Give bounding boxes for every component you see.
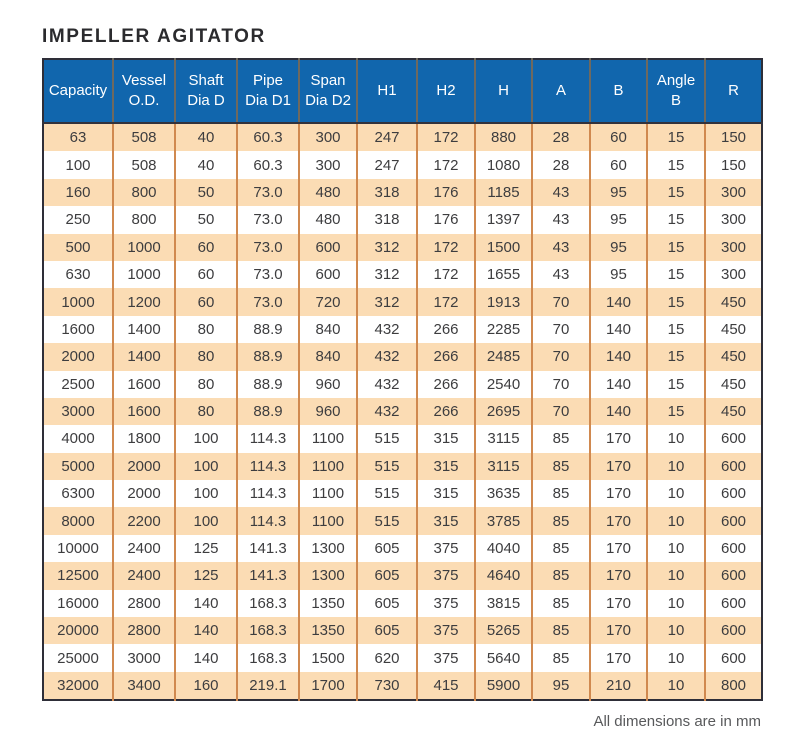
table-cell: 1350 xyxy=(299,590,357,617)
table-cell: 5900 xyxy=(475,672,532,700)
table-cell: 1000 xyxy=(113,261,175,288)
table-cell: 2400 xyxy=(113,535,175,562)
table-cell: 960 xyxy=(299,398,357,425)
table-cell: 60 xyxy=(175,261,237,288)
column-header: Capacity xyxy=(43,59,113,123)
table-cell: 1913 xyxy=(475,288,532,315)
table-cell: 170 xyxy=(590,562,647,589)
table-cell: 2200 xyxy=(113,507,175,534)
table-cell: 1500 xyxy=(299,644,357,671)
table-cell: 800 xyxy=(113,206,175,233)
table-cell: 3635 xyxy=(475,480,532,507)
table-cell: 88.9 xyxy=(237,398,299,425)
table-cell: 100 xyxy=(65,156,91,174)
table-cell: 1397 xyxy=(475,206,532,233)
table-cell: 2540 xyxy=(475,371,532,398)
table-cell: 2400 xyxy=(113,562,175,589)
table-cell: 10 xyxy=(647,535,705,562)
column-header: H2 xyxy=(417,59,475,123)
table-cell: 73.0 xyxy=(237,179,299,206)
table-header-row xyxy=(43,59,762,123)
table-cell: 1500 xyxy=(475,234,532,261)
table-cell: 300 xyxy=(705,206,762,233)
table-cell: 85 xyxy=(532,590,590,617)
table-cell: 219.1 xyxy=(237,672,299,700)
table-cell: 3400 xyxy=(113,672,175,700)
table-cell: 1655 xyxy=(475,261,532,288)
table-cell: 140 xyxy=(590,316,647,343)
table-cell: 600 xyxy=(705,617,762,644)
table-cell: 800 xyxy=(705,672,762,700)
table-cell: 10 xyxy=(647,425,705,452)
table-cell: 15 xyxy=(647,316,705,343)
table-cell: 60 xyxy=(175,234,237,261)
table-cell: 140 xyxy=(175,617,237,644)
table-cell: 600 xyxy=(705,535,762,562)
table-cell: 114.3 xyxy=(237,507,299,534)
table-cell: 100 xyxy=(175,507,237,534)
table-cell: 15 xyxy=(647,123,705,151)
table-cell: 16000 xyxy=(57,594,99,612)
table-cell: 1600 xyxy=(113,398,175,425)
table-cell: 15 xyxy=(647,151,705,178)
table-cell: 3115 xyxy=(475,453,532,480)
table-cell: 10 xyxy=(647,562,705,589)
table-row xyxy=(43,507,762,534)
table-cell: 150 xyxy=(705,123,762,151)
table-cell: 40 xyxy=(175,123,237,151)
table-cell: 605 xyxy=(357,617,417,644)
table-cell: 70 xyxy=(532,343,590,370)
table-cell: 312 xyxy=(357,288,417,315)
table-cell: 315 xyxy=(417,507,475,534)
table-cell: 1300 xyxy=(299,535,357,562)
table-cell: 168.3 xyxy=(237,617,299,644)
table-cell: 500 xyxy=(65,238,91,256)
table-cell: 1100 xyxy=(299,425,357,452)
table-cell: 10 xyxy=(647,480,705,507)
table-cell: 840 xyxy=(299,343,357,370)
table-cell: 85 xyxy=(532,562,590,589)
table-cell: 20000 xyxy=(57,622,99,640)
table-cell: 88.9 xyxy=(237,316,299,343)
table-cell: 2000 xyxy=(113,453,175,480)
table-cell: 50 xyxy=(175,206,237,233)
table-cell: 43 xyxy=(532,179,590,206)
table-row xyxy=(43,398,762,425)
table-cell: 10 xyxy=(647,617,705,644)
table-cell: 318 xyxy=(357,206,417,233)
table-cell: 95 xyxy=(590,206,647,233)
table-cell: 10 xyxy=(647,507,705,534)
column-header: B xyxy=(590,59,647,123)
table-cell: 60.3 xyxy=(237,151,299,178)
table-cell: 210 xyxy=(590,672,647,700)
table-cell: 1080 xyxy=(475,151,532,178)
table-cell: 125 xyxy=(175,535,237,562)
table-cell: 4000 xyxy=(61,430,95,448)
table-cell: 315 xyxy=(417,425,475,452)
table-cell: 2800 xyxy=(113,617,175,644)
column-header: Span Dia D2 xyxy=(299,59,357,123)
table-cell: 1100 xyxy=(299,507,357,534)
table-cell: 375 xyxy=(417,644,475,671)
column-header: Angle B xyxy=(647,59,705,123)
table-cell: 176 xyxy=(417,206,475,233)
table-cell: 300 xyxy=(705,261,762,288)
table-cell: 43 xyxy=(532,234,590,261)
table-cell: 1000 xyxy=(61,293,95,311)
table-cell: 600 xyxy=(705,644,762,671)
table-cell: 70 xyxy=(532,316,590,343)
table-cell: 10000 xyxy=(57,540,99,558)
table-cell: 1600 xyxy=(61,320,95,338)
table-cell: 2695 xyxy=(475,398,532,425)
table-row xyxy=(43,371,762,398)
table-cell: 300 xyxy=(299,151,357,178)
table-cell: 170 xyxy=(590,425,647,452)
table-cell: 114.3 xyxy=(237,425,299,452)
table-cell: 600 xyxy=(705,453,762,480)
table-cell: 318 xyxy=(357,179,417,206)
table-cell: 5000 xyxy=(61,457,95,475)
table-cell: 85 xyxy=(532,425,590,452)
table-cell: 73.0 xyxy=(237,261,299,288)
table-cell: 80 xyxy=(175,371,237,398)
table-cell: 170 xyxy=(590,507,647,534)
table-cell: 266 xyxy=(417,316,475,343)
table-cell: 300 xyxy=(705,234,762,261)
table-cell: 247 xyxy=(357,151,417,178)
table-cell: 85 xyxy=(532,480,590,507)
table-cell: 43 xyxy=(532,261,590,288)
table-cell: 170 xyxy=(590,453,647,480)
table-cell: 1000 xyxy=(113,234,175,261)
table-cell: 730 xyxy=(357,672,417,700)
table-row xyxy=(43,179,762,206)
table-cell: 247 xyxy=(357,123,417,151)
table-cell: 480 xyxy=(299,179,357,206)
table-cell: 172 xyxy=(417,234,475,261)
table-cell: 170 xyxy=(590,535,647,562)
table-cell: 15 xyxy=(647,288,705,315)
table-cell: 176 xyxy=(417,179,475,206)
table-cell: 88.9 xyxy=(237,371,299,398)
table-cell: 2000 xyxy=(61,348,95,366)
dimensions-note: All dimensions are in mm xyxy=(593,713,761,731)
table-cell: 140 xyxy=(175,644,237,671)
table-cell: 100 xyxy=(175,425,237,452)
column-header: H1 xyxy=(357,59,417,123)
table-cell: 28 xyxy=(532,123,590,151)
table-cell: 515 xyxy=(357,507,417,534)
table-cell: 170 xyxy=(590,590,647,617)
table-cell: 960 xyxy=(299,371,357,398)
table-cell: 450 xyxy=(705,343,762,370)
table-cell: 605 xyxy=(357,590,417,617)
table-row xyxy=(43,316,762,343)
table-cell: 160 xyxy=(175,672,237,700)
table-cell: 508 xyxy=(113,123,175,151)
table-cell: 3000 xyxy=(113,644,175,671)
table-cell: 1185 xyxy=(475,179,532,206)
table-cell: 4640 xyxy=(475,562,532,589)
table-cell: 432 xyxy=(357,371,417,398)
table-cell: 4040 xyxy=(475,535,532,562)
table-cell: 515 xyxy=(357,453,417,480)
table-cell: 114.3 xyxy=(237,480,299,507)
table-cell: 15 xyxy=(647,206,705,233)
column-header: Shaft Dia D xyxy=(175,59,237,123)
table-row xyxy=(43,562,762,589)
table-body xyxy=(43,123,762,700)
table-cell: 840 xyxy=(299,316,357,343)
table-cell: 800 xyxy=(113,179,175,206)
table-cell: 2485 xyxy=(475,343,532,370)
table-cell: 480 xyxy=(299,206,357,233)
table-row xyxy=(43,644,762,671)
table-cell: 168.3 xyxy=(237,644,299,671)
table-cell: 600 xyxy=(705,480,762,507)
table-cell: 515 xyxy=(357,480,417,507)
table-cell: 80 xyxy=(175,343,237,370)
table-cell: 1200 xyxy=(113,288,175,315)
table-cell: 95 xyxy=(590,234,647,261)
table-cell: 5640 xyxy=(475,644,532,671)
table-cell: 60 xyxy=(590,123,647,151)
table-cell: 80 xyxy=(175,316,237,343)
table-cell: 3785 xyxy=(475,507,532,534)
table-cell: 605 xyxy=(357,562,417,589)
table-cell: 620 xyxy=(357,644,417,671)
table-cell: 880 xyxy=(475,123,532,151)
table-cell: 630 xyxy=(65,266,91,284)
table-row xyxy=(43,590,762,617)
table-cell: 85 xyxy=(532,644,590,671)
table-cell: 720 xyxy=(299,288,357,315)
table-cell: 450 xyxy=(705,316,762,343)
table-cell: 88.9 xyxy=(237,343,299,370)
table-cell: 6300 xyxy=(61,485,95,503)
table-cell: 70 xyxy=(532,371,590,398)
table-cell: 12500 xyxy=(57,567,99,585)
column-header: A xyxy=(532,59,590,123)
table-row xyxy=(43,480,762,507)
table-cell: 172 xyxy=(417,261,475,288)
table-row xyxy=(43,151,762,178)
table-cell: 508 xyxy=(113,151,175,178)
table-cell: 375 xyxy=(417,590,475,617)
table-cell: 1800 xyxy=(113,425,175,452)
table-cell: 32000 xyxy=(57,677,99,694)
table-cell: 3115 xyxy=(475,425,532,452)
table-cell: 375 xyxy=(417,535,475,562)
table-cell: 85 xyxy=(532,507,590,534)
table-cell: 95 xyxy=(590,179,647,206)
table-cell: 85 xyxy=(532,617,590,644)
table-cell: 114.3 xyxy=(237,453,299,480)
table-cell: 3815 xyxy=(475,590,532,617)
table-cell: 266 xyxy=(417,398,475,425)
table-cell: 140 xyxy=(175,590,237,617)
table-cell: 15 xyxy=(647,343,705,370)
table-row xyxy=(43,617,762,644)
table-cell: 415 xyxy=(417,672,475,700)
table-cell: 80 xyxy=(175,398,237,425)
table-cell: 375 xyxy=(417,562,475,589)
table-cell: 70 xyxy=(532,288,590,315)
column-header: R xyxy=(705,59,762,123)
table-cell: 600 xyxy=(705,562,762,589)
table-cell: 15 xyxy=(647,371,705,398)
table-cell: 50 xyxy=(175,179,237,206)
table-cell: 600 xyxy=(299,261,357,288)
table-cell: 140 xyxy=(590,371,647,398)
table-cell: 60 xyxy=(590,151,647,178)
table-cell: 168.3 xyxy=(237,590,299,617)
table-cell: 5265 xyxy=(475,617,532,644)
table-cell: 73.0 xyxy=(237,206,299,233)
table-row xyxy=(43,343,762,370)
table-cell: 140 xyxy=(590,343,647,370)
table-cell: 170 xyxy=(590,617,647,644)
table-cell: 140 xyxy=(590,398,647,425)
table-cell: 170 xyxy=(590,480,647,507)
table-cell: 300 xyxy=(299,123,357,151)
table-cell: 100 xyxy=(175,453,237,480)
table-row xyxy=(43,425,762,452)
table-cell: 2285 xyxy=(475,316,532,343)
table-cell: 28 xyxy=(532,151,590,178)
table-cell: 141.3 xyxy=(237,535,299,562)
table-cell: 10 xyxy=(647,644,705,671)
table-cell: 172 xyxy=(417,151,475,178)
table-cell: 450 xyxy=(705,288,762,315)
table-cell: 432 xyxy=(357,343,417,370)
table-cell: 100 xyxy=(175,480,237,507)
table-cell: 432 xyxy=(357,316,417,343)
table-cell: 63 xyxy=(69,129,87,147)
table-cell: 266 xyxy=(417,371,475,398)
table-row xyxy=(43,206,762,233)
table-row xyxy=(43,288,762,315)
table-cell: 125 xyxy=(175,562,237,589)
table-cell: 266 xyxy=(417,343,475,370)
table-cell: 172 xyxy=(417,123,475,151)
table-cell: 605 xyxy=(357,535,417,562)
table-cell: 172 xyxy=(417,288,475,315)
table-cell: 450 xyxy=(705,371,762,398)
table-cell: 140 xyxy=(590,288,647,315)
table-row xyxy=(43,123,762,151)
table-row xyxy=(43,453,762,480)
table-cell: 73.0 xyxy=(237,234,299,261)
table-cell: 15 xyxy=(647,179,705,206)
table-cell: 312 xyxy=(357,261,417,288)
table-cell: 2500 xyxy=(61,375,95,393)
table-cell: 1400 xyxy=(113,316,175,343)
table-cell: 375 xyxy=(417,617,475,644)
table-cell: 515 xyxy=(357,425,417,452)
table-cell: 95 xyxy=(590,261,647,288)
table-cell: 1100 xyxy=(299,480,357,507)
table-cell: 1300 xyxy=(299,562,357,589)
table-row xyxy=(43,535,762,562)
column-header: Vessel O.D. xyxy=(113,59,175,123)
table-cell: 1600 xyxy=(113,371,175,398)
table-cell: 10 xyxy=(647,672,705,700)
table-cell: 3000 xyxy=(61,403,95,421)
table-cell: 170 xyxy=(590,644,647,671)
table-cell: 600 xyxy=(705,590,762,617)
column-header: Pipe Dia D1 xyxy=(237,59,299,123)
table-cell: 15 xyxy=(647,398,705,425)
table-row xyxy=(43,261,762,288)
impeller-agitator-table xyxy=(42,58,763,701)
table-cell: 1700 xyxy=(299,672,357,700)
table-cell: 150 xyxy=(705,151,762,178)
table-cell: 15 xyxy=(647,261,705,288)
table-cell: 15 xyxy=(647,234,705,261)
table-cell: 600 xyxy=(705,425,762,452)
page-title: IMPELLER AGITATOR xyxy=(42,26,266,47)
table-cell: 2800 xyxy=(113,590,175,617)
table-cell: 10 xyxy=(647,590,705,617)
table-cell: 73.0 xyxy=(237,288,299,315)
table-cell: 432 xyxy=(357,398,417,425)
table-cell: 450 xyxy=(705,398,762,425)
table-cell: 25000 xyxy=(57,649,99,667)
table-row xyxy=(43,672,762,700)
table-cell: 141.3 xyxy=(237,562,299,589)
table-cell: 85 xyxy=(532,453,590,480)
table-cell: 70 xyxy=(532,398,590,425)
column-header: H xyxy=(475,59,532,123)
table-cell: 315 xyxy=(417,480,475,507)
table-cell: 600 xyxy=(705,507,762,534)
table-cell: 315 xyxy=(417,453,475,480)
table-cell: 40 xyxy=(175,151,237,178)
table-cell: 10 xyxy=(647,453,705,480)
table-cell: 300 xyxy=(705,179,762,206)
table-cell: 250 xyxy=(65,211,91,229)
table-cell: 43 xyxy=(532,206,590,233)
table-cell: 95 xyxy=(532,672,590,700)
table-header xyxy=(43,59,762,123)
table-cell: 2000 xyxy=(113,480,175,507)
table-cell: 1400 xyxy=(113,343,175,370)
table-cell: 160 xyxy=(65,183,91,201)
table-row xyxy=(43,234,762,261)
table-cell: 1100 xyxy=(299,453,357,480)
table-cell: 8000 xyxy=(61,512,95,530)
table-cell: 85 xyxy=(532,535,590,562)
table-cell: 312 xyxy=(357,234,417,261)
table-cell: 1350 xyxy=(299,617,357,644)
table-cell: 60 xyxy=(175,288,237,315)
table-cell: 600 xyxy=(299,234,357,261)
table-cell: 60.3 xyxy=(237,123,299,151)
